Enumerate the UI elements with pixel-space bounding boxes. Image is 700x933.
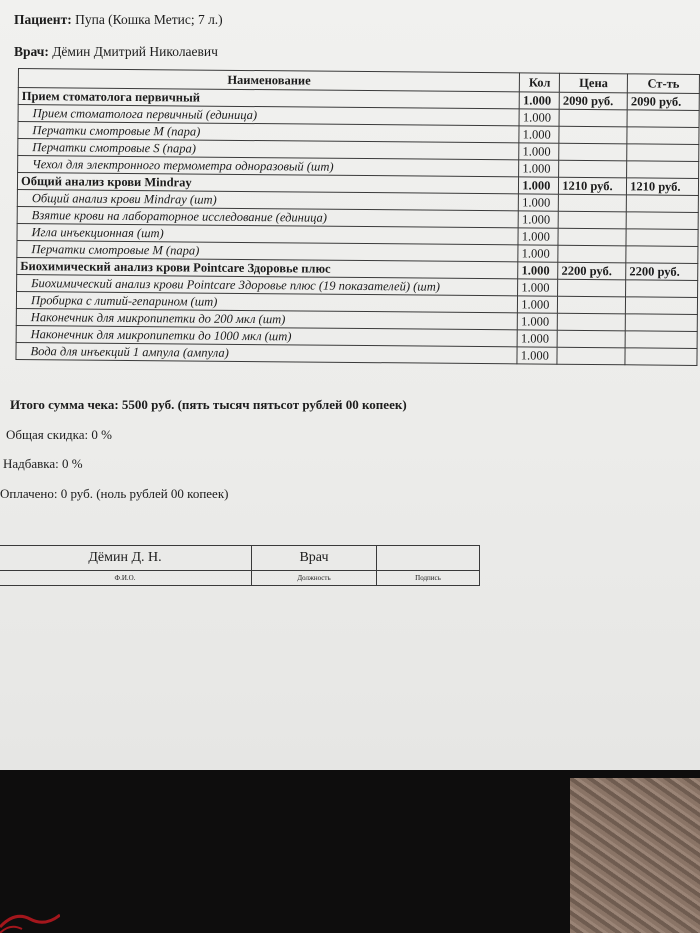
cell-name: Общий анализ крови Mindray xyxy=(17,173,518,194)
position-caption: Должность xyxy=(252,571,377,586)
cell-price xyxy=(559,143,627,161)
cell-qty: 1.000 xyxy=(519,177,559,194)
cell-price xyxy=(558,211,626,229)
cell-name: Взятие крови на лабораторное исследование (единица) xyxy=(17,206,518,227)
discount-line: Общая скидка: 0 % xyxy=(6,427,112,442)
cell-total xyxy=(627,110,699,128)
doctor-label: Врач: xyxy=(14,44,49,59)
cell-price xyxy=(558,228,626,246)
cell-price: 1210 руб. xyxy=(559,177,627,195)
cell-qty: 1.000 xyxy=(518,296,558,313)
cell-name: Перчатки смотровые M (пара) xyxy=(17,240,518,261)
signer-name: Дёмин Д. Н. xyxy=(0,546,252,571)
cell-name: Прием стоматолога первичный (единица) xyxy=(18,105,519,126)
cell-qty: 1.000 xyxy=(518,262,558,279)
signer-position: Врач xyxy=(252,546,377,571)
cell-total xyxy=(626,280,698,298)
cell-total xyxy=(627,127,699,145)
cell-total xyxy=(626,212,698,230)
cell-qty: 1.000 xyxy=(519,92,559,109)
cell-total xyxy=(626,246,698,264)
cell-qty: 1.000 xyxy=(518,228,558,245)
cell-qty: 1.000 xyxy=(519,126,559,143)
cell-price xyxy=(558,279,626,297)
cell-price xyxy=(557,347,625,365)
patient-value: Пупа (Кошка Метис; 7 л.) xyxy=(75,12,223,27)
patient-label: Пациент: xyxy=(14,12,72,27)
column-header-qty: Кол xyxy=(520,73,560,92)
cell-price xyxy=(559,160,627,178)
services-table xyxy=(15,68,700,366)
cell-name: Перчатки смотровые M (пара) xyxy=(18,122,519,143)
cell-qty: 1.000 xyxy=(518,211,558,228)
cell-name: Биохимический анализ крови Pointcare Здоровье плюс xyxy=(17,257,518,278)
cell-qty: 1.000 xyxy=(518,313,558,330)
name-caption: Ф.И.О. xyxy=(0,571,252,586)
cell-price: 2090 руб. xyxy=(559,92,627,110)
cell-total xyxy=(625,331,697,349)
paid-line: Оплачено: 0 руб. (ноль рублей 00 копеек) xyxy=(0,486,229,501)
cell-name: Перчатки смотровые S (пара) xyxy=(18,139,519,160)
cell-price xyxy=(558,296,626,314)
cell-total xyxy=(625,348,697,366)
cell-total xyxy=(626,195,698,213)
cell-total: 2090 руб. xyxy=(627,93,699,111)
cell-name: Наконечник для микропипетки до 1000 мкл (шт) xyxy=(16,325,517,346)
cell-total xyxy=(627,144,699,162)
cell-name: Наконечник для микропипетки до 200 мкл (шт) xyxy=(16,308,517,329)
table-body xyxy=(16,88,699,366)
column-header-price: Цена xyxy=(560,73,628,93)
cell-price xyxy=(558,245,626,263)
cell-name: Пробирка с литий-гепарином (шт) xyxy=(16,291,517,312)
signer-signature xyxy=(377,546,480,571)
column-header-name: Наименование xyxy=(18,69,519,92)
total-line: Итого сумма чека: 5500 руб. (пять тысяч пятьсот рублей 00 копеек) xyxy=(10,397,407,412)
cell-total xyxy=(626,297,698,315)
cell-name: Вода для инъекций 1 ампула (ампула) xyxy=(16,342,517,363)
red-pattern-mark xyxy=(0,905,60,933)
cell-price xyxy=(557,330,625,348)
cell-total xyxy=(627,161,699,179)
cell-qty: 1.000 xyxy=(519,194,559,211)
doctor-line xyxy=(14,44,218,60)
markup-line: Надбавка: 0 % xyxy=(3,456,83,471)
cell-total xyxy=(626,229,698,247)
cell-qty: 1.000 xyxy=(518,245,558,262)
cell-qty: 1.000 xyxy=(517,330,557,347)
cell-qty: 1.000 xyxy=(519,143,559,160)
cell-price xyxy=(559,109,627,127)
cell-qty: 1.000 xyxy=(519,109,559,126)
cell-name: Игла инъекционная (шт) xyxy=(17,223,518,244)
column-header-total: Ст-ть xyxy=(627,74,699,94)
signature-caption: Подпись xyxy=(377,571,480,586)
cell-qty: 1.000 xyxy=(519,160,559,177)
rug-background xyxy=(570,778,700,933)
cell-name: Биохимический анализ крови Pointcare Здоровье плюс (19 показателей) (шт) xyxy=(17,274,518,295)
cell-name: Общий анализ крови Mindray (шт) xyxy=(17,189,518,210)
cell-name: Прием стоматолога первичный xyxy=(18,88,519,109)
cell-price xyxy=(559,126,627,144)
doctor-value: Дёмин Дмитрий Николаевич xyxy=(52,44,218,59)
signature-table xyxy=(0,545,480,586)
cell-total: 2200 руб. xyxy=(626,263,698,281)
cell-total: 1210 руб. xyxy=(627,178,699,196)
cell-price: 2200 руб. xyxy=(558,262,626,280)
cell-price xyxy=(559,194,627,212)
patient-line xyxy=(14,12,223,28)
cell-name: Чехол для электронного термометра одноразовый (шт) xyxy=(18,156,519,177)
cell-qty: 1.000 xyxy=(517,347,557,364)
cell-qty: 1.000 xyxy=(518,279,558,296)
cell-price xyxy=(557,313,625,331)
cell-total xyxy=(625,314,697,332)
